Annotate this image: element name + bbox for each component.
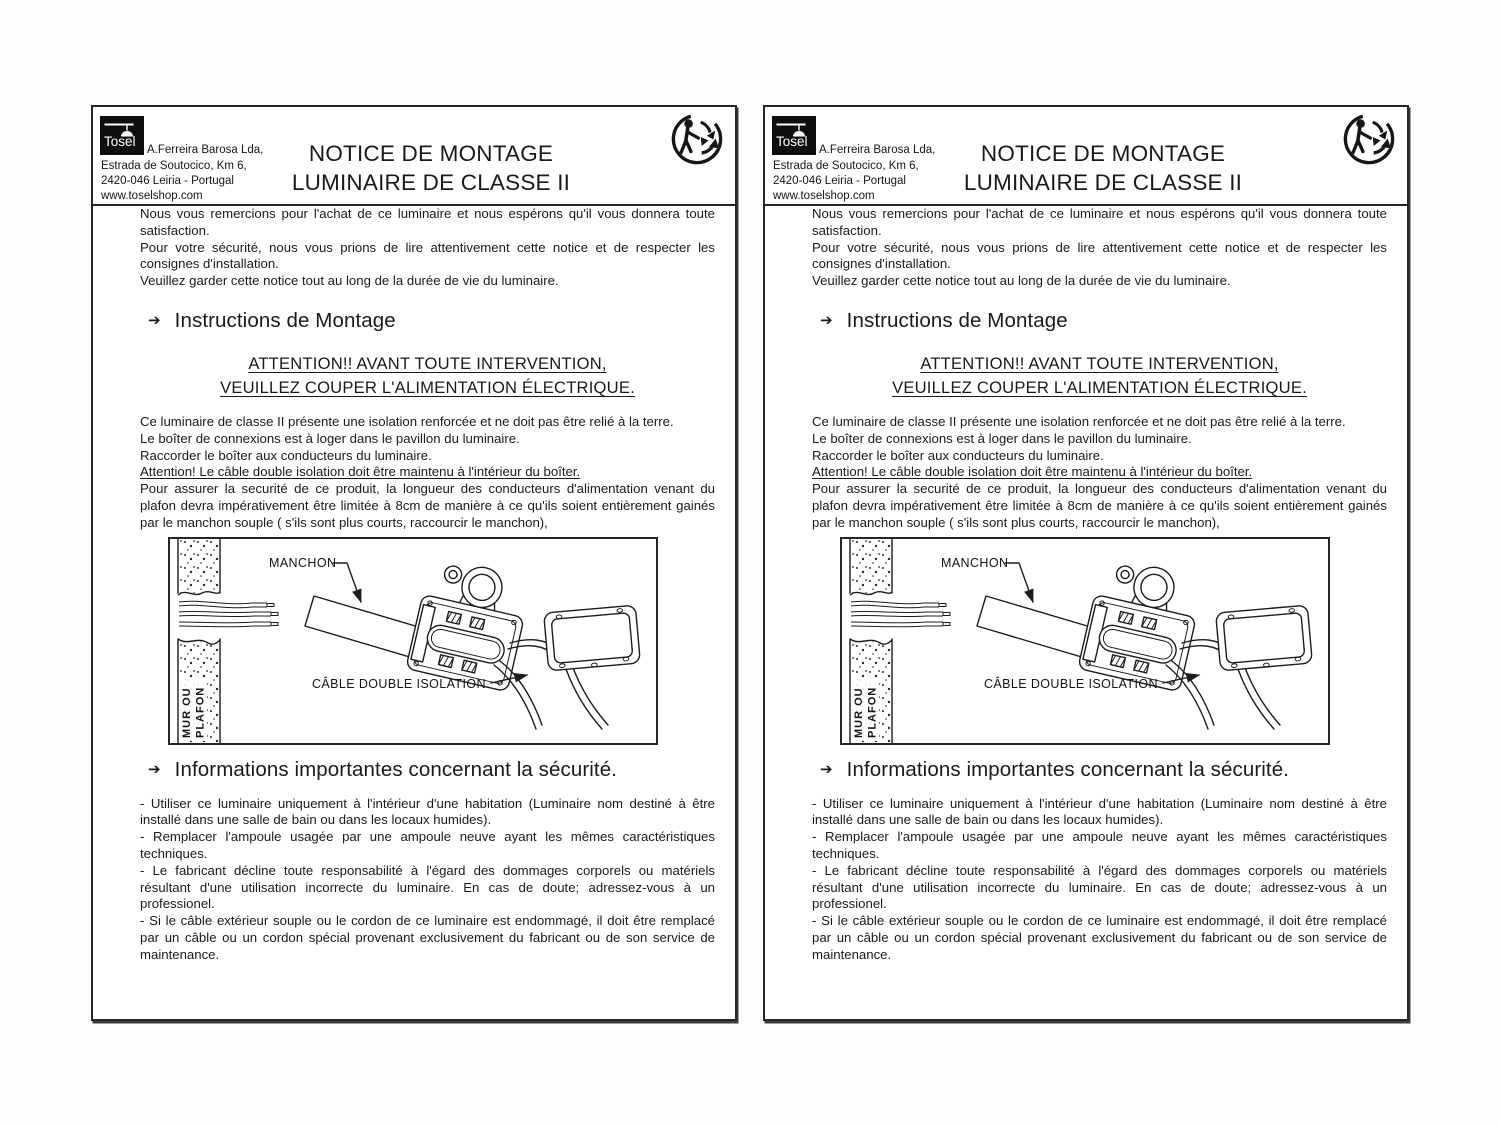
section-heading-text: Informations importantes concernant la sécurité. <box>174 757 618 781</box>
document-title <box>263 139 599 197</box>
arrow-bullet-icon: ➔ <box>820 760 833 778</box>
page-body <box>93 206 735 1019</box>
wall-label-line1: MUR OU <box>853 686 865 738</box>
junction-box <box>406 555 533 691</box>
warning-block <box>140 352 715 401</box>
warning-line: VEUILLEZ COUPER L'ALIMENTATION ÉLECTRIQUE. <box>892 378 1307 398</box>
sleeve <box>305 596 422 658</box>
security-item: - Le fabricant décline toute responsabilité à l'égard des dommages corporels ou matériels résultant d'une utilisation incorrecte du luminaire. En cas de doute; adressez-vous à un professionel. <box>812 862 1387 912</box>
notice-page <box>763 105 1409 1021</box>
junction-box <box>1078 555 1205 691</box>
installation-diagram <box>840 537 1330 745</box>
doc-title-line2: LUMINAIRE DE CLASSE II <box>963 170 1243 195</box>
cable-label: CÂBLE DOUBLE ISOLATION <box>312 676 486 691</box>
body-line: Ce luminaire de classe II présente une isolation renforcée et ne doit pas être relié à la terre. <box>140 413 674 429</box>
company-address-line: 2420-046 Leiria - Portugal <box>773 175 906 187</box>
wall-label-line2: PLAFON <box>866 686 879 738</box>
security-item: - Remplacer l'ampoule usagée par une ampoule neuve ayant les mêmes caractéristiques techniques. <box>140 829 715 861</box>
arrow-bullet-icon: ➔ <box>820 311 833 329</box>
section-heading-text: Informations importantes concernant la sécurité. <box>846 757 1290 781</box>
tosel-logo <box>100 116 144 155</box>
section-heading-montage <box>812 308 1387 334</box>
installation-diagram-svg <box>842 539 1328 743</box>
sleeve-label: MANCHON <box>941 555 1009 570</box>
warning-line: ATTENTION!! AVANT TOUTE INTERVENTION, <box>920 353 1279 373</box>
doc-title-line1: NOTICE DE MONTAGE <box>980 141 1226 166</box>
tosel-logo <box>772 116 816 155</box>
wall-label-line2: PLAFON <box>194 686 207 738</box>
company-website: www.toselshop.com <box>101 190 203 202</box>
security-item: - Si le câble extérieur souple ou le cordon de ce luminaire est endommagé, il doit être remplacé par un câble ou un cordon spécial provenant exclusivement du fabricant ou de son service de maintenance. <box>140 913 715 962</box>
class2-paragraph <box>140 414 715 464</box>
wall-label-line1: MUR OU <box>181 686 193 738</box>
page-header <box>765 107 1407 206</box>
pendant-lamp-icon <box>772 116 816 155</box>
cover-plate <box>1216 605 1313 671</box>
installation-diagram-svg <box>170 539 656 743</box>
security-item: - Le fabricant décline toute responsabilité à l'égard des dommages corporels ou matériels résultant d'une utilisation incorrecte du luminaire. En cas de doute; adressez-vous à un professionel. <box>140 862 715 912</box>
sleeve <box>977 596 1094 658</box>
intro-paragraph: Veuillez garder cette notice tout au long de la durée de vie du luminaire. <box>140 273 559 289</box>
company-website: www.toselshop.com <box>773 190 875 202</box>
intro-paragraph: Nous vous remercions pour l'achat de ce luminaire et nous espérons qu'il vous donnera toute satisfaction. <box>812 206 1387 238</box>
section-heading-montage <box>140 308 715 334</box>
two-page-spread <box>91 105 1409 1021</box>
security-item: - Utiliser ce luminaire uniquement à l'intérieur d'une habitation (Luminaire nom destiné à être installé dans une salle de bain ou dans les locaux humides). <box>812 795 1387 828</box>
cable-label: CÂBLE DOUBLE ISOLATION <box>984 676 1158 691</box>
security-items <box>140 796 715 964</box>
section-heading-text: Instructions de Montage <box>174 308 396 332</box>
doc-title-line1: NOTICE DE MONTAGE <box>308 141 554 166</box>
security-item: - Remplacer l'ampoule usagée par une ampoule neuve ayant les mêmes caractéristiques techniques. <box>812 829 1387 861</box>
page-header <box>93 107 735 206</box>
company-address-line: 2420-046 Leiria - Portugal <box>101 175 234 187</box>
section-heading-security <box>140 757 715 783</box>
wall-label <box>851 679 879 741</box>
triman-recycling-icon <box>1341 111 1397 167</box>
warning-block <box>812 352 1387 401</box>
doc-title-line2: LUMINAIRE DE CLASSE II <box>291 170 571 195</box>
body-line: Le boîter de connexions est à loger dans le pavillon du luminaire. <box>140 430 520 446</box>
arrow-bullet-icon: ➔ <box>148 311 161 329</box>
company-name: A.Ferreira Barosa Lda, <box>819 144 936 156</box>
page-body <box>765 206 1407 1019</box>
wall-label <box>179 679 207 741</box>
sleeve-label: MANCHON <box>269 555 337 570</box>
cover-plate <box>544 605 641 671</box>
company-name: A.Ferreira Barosa Lda, <box>147 144 264 156</box>
arrow-bullet-icon: ➔ <box>148 760 161 778</box>
section-heading-text: Instructions de Montage <box>846 308 1068 332</box>
logo-brand-text: Tosel <box>776 134 808 149</box>
sleeve-paragraph: Pour assurer la securité de ce produit, la longueur des conducteurs d'alimentation venant du plafon devra impérativement être limitée à 8cm de manière à ce qu'ils soient entièrement gainés par le manchon souple ( s'ils sont plus courts, raccourcir le manchon), <box>812 481 1387 530</box>
intro-paragraph: Pour votre sécurité, nous vous prions de lire attentivement cette notice et de respecter les consignes d'installation. <box>812 239 1387 272</box>
intro-paragraph: Pour votre sécurité, nous vous prions de lire attentivement cette notice et de respecter les consignes d'installation. <box>140 239 715 272</box>
logo-brand-text: Tosel <box>104 134 136 149</box>
document-title <box>935 139 1271 197</box>
warning-line: ATTENTION!! AVANT TOUTE INTERVENTION, <box>248 353 607 373</box>
triman-recycling-icon <box>669 111 725 167</box>
attention-note: Attention! Le câble double isolation doit être maintenu à l'intérieur du boîter. <box>812 464 1253 480</box>
security-item: - Si le câble extérieur souple ou le cordon de ce luminaire est endommagé, il doit être remplacé par un câble ou un cordon spécial provenant exclusivement du fabricant ou de son service de maintenance. <box>812 913 1387 962</box>
body-line: Raccorder le boîter aux conducteurs du luminaire. <box>812 447 1104 463</box>
attention-note: Attention! Le câble double isolation doit être maintenu à l'intérieur du boîter. <box>140 464 581 480</box>
security-items <box>812 796 1387 964</box>
class2-paragraph <box>812 414 1387 464</box>
company-address-line: Estrada de Soutocico, Km 6, <box>101 160 247 172</box>
company-address-line: Estrada de Soutocico, Km 6, <box>773 160 919 172</box>
supply-wires <box>851 601 950 627</box>
section-heading-security <box>812 757 1387 783</box>
notice-page <box>91 105 737 1021</box>
body-line: Le boîter de connexions est à loger dans le pavillon du luminaire. <box>812 430 1192 446</box>
sleeve-paragraph: Pour assurer la securité de ce produit, la longueur des conducteurs d'alimentation venant du plafon devra impérativement être limitée à 8cm de manière à ce qu'ils soient entièrement gainés par le manchon souple ( s'ils sont plus courts, raccourcir le manchon), <box>140 481 715 530</box>
warning-line: VEUILLEZ COUPER L'ALIMENTATION ÉLECTRIQUE. <box>220 378 635 398</box>
installation-diagram <box>168 537 658 745</box>
intro-paragraph: Veuillez garder cette notice tout au long de la durée de vie du luminaire. <box>812 273 1231 289</box>
body-line: Raccorder le boîter aux conducteurs du luminaire. <box>140 447 432 463</box>
security-item: - Utiliser ce luminaire uniquement à l'intérieur d'une habitation (Luminaire nom destiné à être installé dans une salle de bain ou dans les locaux humides). <box>140 795 715 828</box>
pendant-lamp-icon <box>100 116 144 155</box>
supply-wires <box>179 601 278 627</box>
intro-paragraph: Nous vous remercions pour l'achat de ce luminaire et nous espérons qu'il vous donnera toute satisfaction. <box>140 206 715 238</box>
body-line: Ce luminaire de classe II présente une isolation renforcée et ne doit pas être relié à la terre. <box>812 413 1346 429</box>
